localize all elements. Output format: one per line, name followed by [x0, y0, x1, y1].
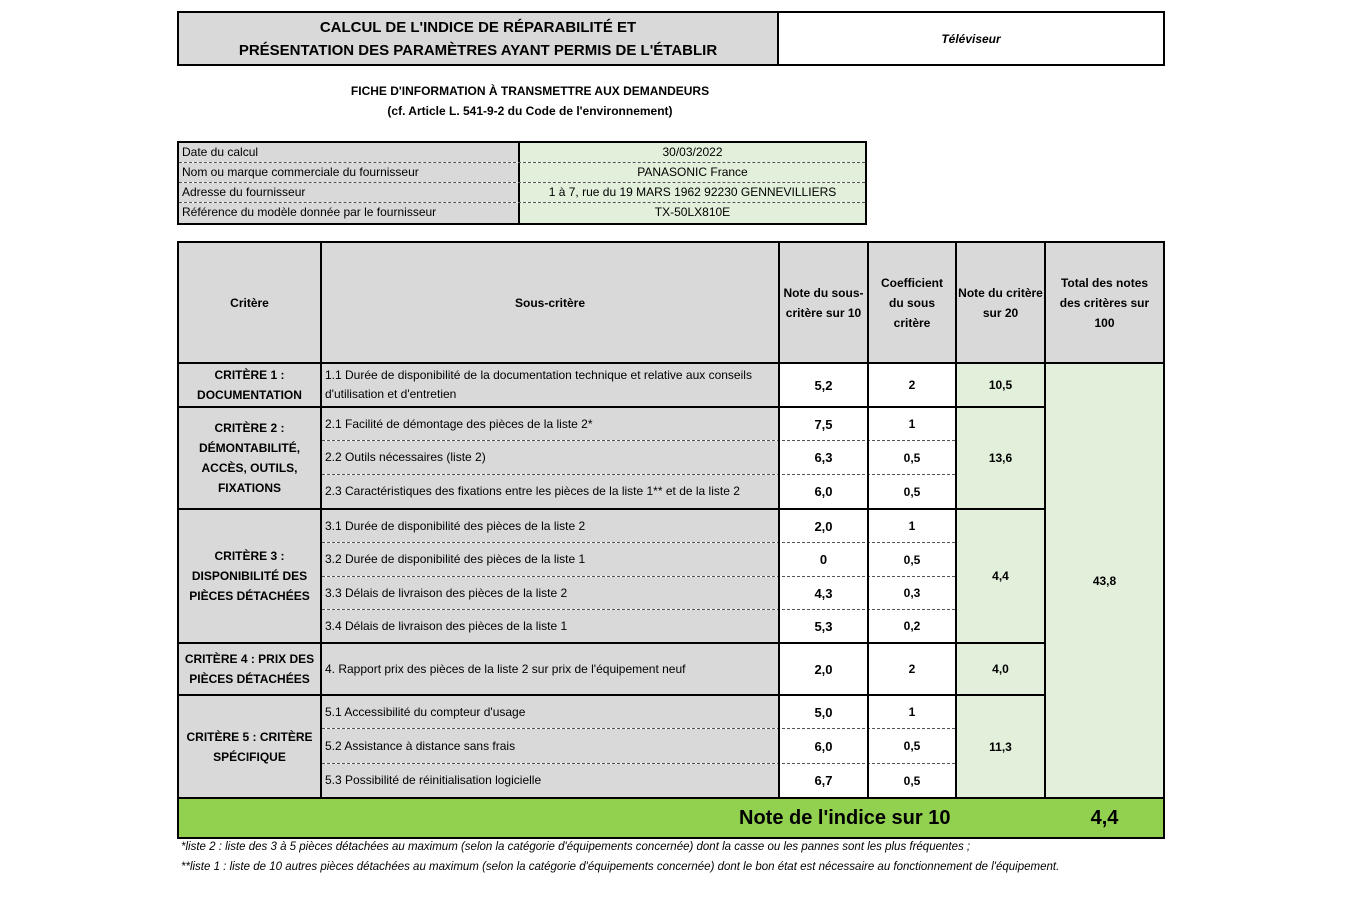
sub-criterion-5-3: 5.3 Possibilité de réinitialisation logicielle [322, 764, 778, 797]
repairability-table [177, 241, 1165, 839]
info-row-address [179, 183, 865, 203]
sub-criterion-4: 4. Rapport prix des pièces de la liste 2 sur prix de l'équipement neuf [322, 644, 778, 694]
criterion-5-score: 11,3 [957, 696, 1044, 797]
coef-2-1: 1 [908, 417, 916, 431]
sub-criterion-3-4: 3.4 Délais de livraison des pièces de la liste 1 [322, 610, 778, 642]
row-separator [322, 728, 955, 729]
header-note-critere: Note du critère sur 20 [957, 243, 1044, 362]
column-separator [955, 243, 957, 797]
column-separator [778, 243, 780, 797]
note-5-3: 6,7 [814, 773, 833, 788]
final-score-row [179, 799, 1163, 837]
group-separator [179, 508, 1046, 510]
coef-3-1: 1 [908, 519, 916, 533]
header-sous-critere: Sous-critère [322, 243, 778, 362]
note-5-1: 5,0 [814, 704, 833, 720]
group-separator [179, 406, 1046, 408]
coef-5-2: 0,5 [903, 739, 921, 753]
sub-criterion-5-2: 5.2 Assistance à distance sans frais [322, 729, 778, 763]
title-line-2: PRÉSENTATION DES PARAMÈTRES AYANT PERMIS DE L'ÉTABLIR [238, 41, 718, 59]
note-2-3: 6,0 [814, 484, 833, 499]
criterion-2-score: 13,6 [957, 408, 1044, 508]
note-4: 2,0 [814, 661, 833, 677]
coef-2-2: 0,5 [903, 450, 921, 465]
column-separator [1044, 243, 1046, 797]
criterion-1: CRITÈRE 1 : DOCUMENTATION [179, 364, 320, 406]
note-1-1: 5,2 [814, 377, 833, 393]
header-note-sous-critere: Note du sous-critère sur 10 [780, 243, 867, 362]
coef-3-4: 0,2 [903, 619, 921, 633]
total-score: 43,8 [1046, 364, 1163, 797]
coef-1-1: 2 [908, 378, 916, 392]
coef-5-1: 1 [908, 705, 916, 719]
sub-criterion-2-1: 2.1 Facilité de démontage des pièces de la liste 2* [322, 408, 778, 440]
subtitle-line-2: (cf. Article L. 541-9-2 du Code de l'environnement) [387, 104, 673, 118]
row-separator [322, 440, 955, 441]
criterion-3: CRITÈRE 3 : DISPONIBILITÉ DES PIÈCES DÉTACHÉES [179, 510, 320, 642]
info-value: 1 à 7, rue du 19 MARS 1962 92230 GENNEVILLIERS [520, 183, 865, 202]
final-score-value: 4,4 [1090, 807, 1119, 829]
info-row-model [179, 203, 865, 223]
sub-criterion-3-3: 3.3 Délais de livraison des pièces de la liste 2 [322, 577, 778, 609]
footnote-liste-1: **liste 1 : liste de 10 autres pièces détachées au maximum (selon la catégorie d'équipements concernée) dont le bon état est nécessaire au fonctionnement de l'équipement. [181, 861, 1060, 873]
header-critere: Critère [179, 243, 320, 362]
info-label: Adresse du fournisseur [179, 183, 520, 202]
note-3-1: 2,0 [814, 518, 833, 534]
note-5-2: 6,0 [814, 738, 833, 754]
group-separator [1046, 362, 1163, 364]
document-header [177, 11, 1165, 66]
header-coefficient: Coefficient du sous critère [869, 243, 955, 362]
group-separator [179, 642, 1046, 644]
criterion-4-score: 4,0 [957, 644, 1044, 694]
final-score-label: Note de l'indice sur 10 [739, 807, 951, 829]
column-separator [320, 243, 322, 797]
info-label: Référence du modèle donnée par le fournisseur [179, 203, 520, 223]
product-type: Téléviseur [941, 31, 1001, 46]
group-separator [179, 694, 1046, 696]
footnote-liste-2: *liste 2 : liste des 3 à 5 pièces détachées au maximum (selon la catégorie d'équipements concernée) dont la casse ou les pannes sont les plus fréquentes ; [181, 841, 971, 853]
row-separator [322, 576, 955, 577]
info-label: Nom ou marque commerciale du fournisseur [179, 163, 520, 182]
coef-2-3: 0,5 [903, 484, 921, 499]
info-row-date [179, 143, 865, 163]
sub-criterion-2-2: 2.2 Outils nécessaires (liste 2) [322, 441, 778, 474]
title-line-1: CALCUL DE L'INDICE DE RÉPARABILITÉ ET [319, 18, 637, 36]
row-separator [322, 609, 955, 610]
coef-4: 2 [908, 662, 916, 676]
subtitle-line-1: FICHE D'INFORMATION À TRANSMETTRE AUX DEMANDEURS [350, 84, 710, 98]
criterion-4: CRITÈRE 4 : PRIX DES PIÈCES DÉTACHÉES [179, 644, 320, 694]
criterion-3-score: 4,4 [957, 510, 1044, 642]
row-separator [322, 763, 955, 764]
coef-3-2: 0,5 [903, 552, 921, 567]
criterion-2: CRITÈRE 2 : DÉMONTABILITÉ, ACCÈS, OUTILS, FIXATIONS [179, 408, 320, 508]
document-title [179, 13, 779, 64]
note-2-2: 6,3 [814, 450, 833, 465]
info-value: TX-50LX810E [520, 203, 865, 223]
row-separator [322, 474, 955, 475]
group-separator [179, 362, 1046, 364]
info-row-brand [179, 163, 865, 183]
sub-criterion-5-1: 5.1 Accessibilité du compteur d'usage [322, 696, 778, 728]
info-value: PANASONIC France [520, 163, 865, 182]
sub-criterion-3-2: 3.2 Durée de disponibilité des pièces de la liste 1 [322, 543, 778, 576]
coef-5-3: 0,5 [903, 773, 921, 788]
info-label: Date du calcul [179, 143, 520, 162]
criterion-1-score: 10,5 [957, 364, 1044, 406]
note-2-1: 7,5 [814, 416, 833, 432]
column-separator [867, 243, 869, 797]
sub-criterion-2-3: 2.3 Caractéristiques des fixations entre les pièces de la liste 1** et de la liste 2 [322, 475, 778, 508]
note-3-2: 0 [819, 552, 828, 567]
note-3-4: 5,3 [814, 618, 833, 634]
sub-criterion-1-1: 1.1 Durée de disponibilité de la documentation technique et relative aux conseils d'utilisation et d'entretien [322, 364, 778, 406]
criterion-5: CRITÈRE 5 : CRITÈRE SPÉCIFIQUE [179, 696, 320, 797]
row-separator [322, 542, 955, 543]
info-value: 30/03/2022 [520, 143, 865, 162]
supplier-info-table [177, 141, 867, 225]
coef-3-3: 0,3 [903, 586, 921, 600]
sub-criterion-3-1: 3.1 Durée de disponibilité des pièces de la liste 2 [322, 510, 778, 542]
header-total: Total des notes des critères sur 100 [1046, 243, 1163, 362]
note-3-3: 4,3 [814, 585, 833, 601]
